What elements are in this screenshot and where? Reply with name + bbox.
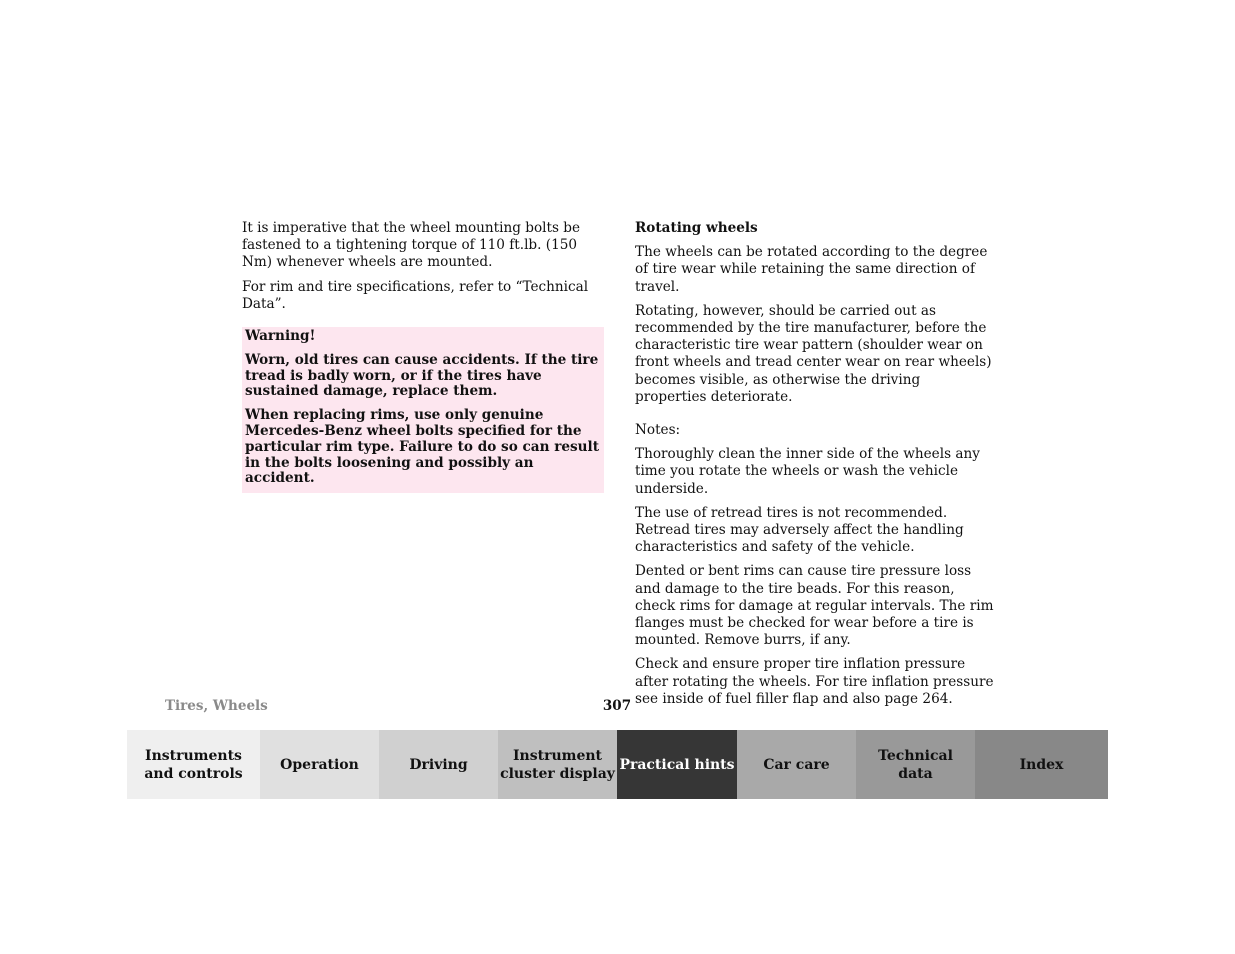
nav-tab-technical-data[interactable]: Technical data (856, 730, 975, 799)
warning-title: Warning! (245, 328, 316, 345)
notes-label: Notes: (635, 422, 681, 439)
section-heading: Rotating wheels (635, 220, 758, 236)
nav-tab-instruments-and-controls[interactable]: Instruments and controls (127, 730, 260, 799)
body-paragraph: Rotating, however, should be carried out as recommended by the tire manufacturer, before the characteristic tire wear pattern (shoulder wear on front wheels and tread center wear on rear wheels) becomes visible, as otherwise the driving properties deteriorate. (635, 302, 992, 405)
note-paragraph: Check and ensure proper tire inflation pressure after rotating the wheels. For tire inflation pressure see inside of fuel filler flap and also page 264. (635, 656, 994, 707)
nav-tab-instrument-cluster-display[interactable]: Instrument cluster display (498, 730, 617, 799)
specs-reference-paragraph: For rim and tire specifications, refer to “Technical Data”. (242, 278, 589, 312)
nav-tab-car-care[interactable]: Car care (737, 730, 856, 799)
torque-paragraph: It is imperative that the wheel mounting bolts be fastened to a tightening torque of 110 ft.lb. (150 Nm) whenever wheels are mounted. (242, 220, 580, 271)
nav-tab-driving[interactable]: Driving (379, 730, 498, 799)
nav-tab-operation[interactable]: Operation (260, 730, 379, 799)
footer-section-title: Tires, Wheels (165, 698, 268, 714)
warning-paragraph: When replacing rims, use only genuine Mercedes-Benz wheel bolts specified for the particular rim type. Failure to do so can result in the bolts loosening and possibly an accident. (245, 407, 599, 487)
nav-tab-index[interactable]: Index (975, 730, 1108, 799)
chapter-nav-bar (127, 730, 1108, 799)
left-column (242, 220, 604, 493)
right-column (635, 220, 995, 715)
page-number: 307 (602, 698, 632, 714)
nav-tab-practical-hints[interactable]: Practical hints (617, 730, 737, 799)
note-paragraph: Thoroughly clean the inner side of the wheels any time you rotate the wheels or wash the vehicle underside. (635, 446, 980, 497)
body-paragraph: The wheels can be rotated according to the degree of tire wear while retaining the same direction of travel. (635, 244, 988, 295)
note-paragraph: Dented or bent rims can cause tire pressure loss and damage to the tire beads. For this reason, check rims for damage at regular intervals. The rim flanges must be checked for wear before a tire is mounted. Remove burrs, if any. (635, 563, 994, 649)
note-paragraph: The use of retread tires is not recommended. Retread tires may adversely affect the handling characteristics and safety of the vehicle. (635, 504, 964, 556)
warning-box (242, 327, 604, 493)
warning-paragraph: Worn, old tires can cause accidents. If the tire tread is badly worn, or if the tires have sustained damage, replace them. (245, 351, 599, 400)
